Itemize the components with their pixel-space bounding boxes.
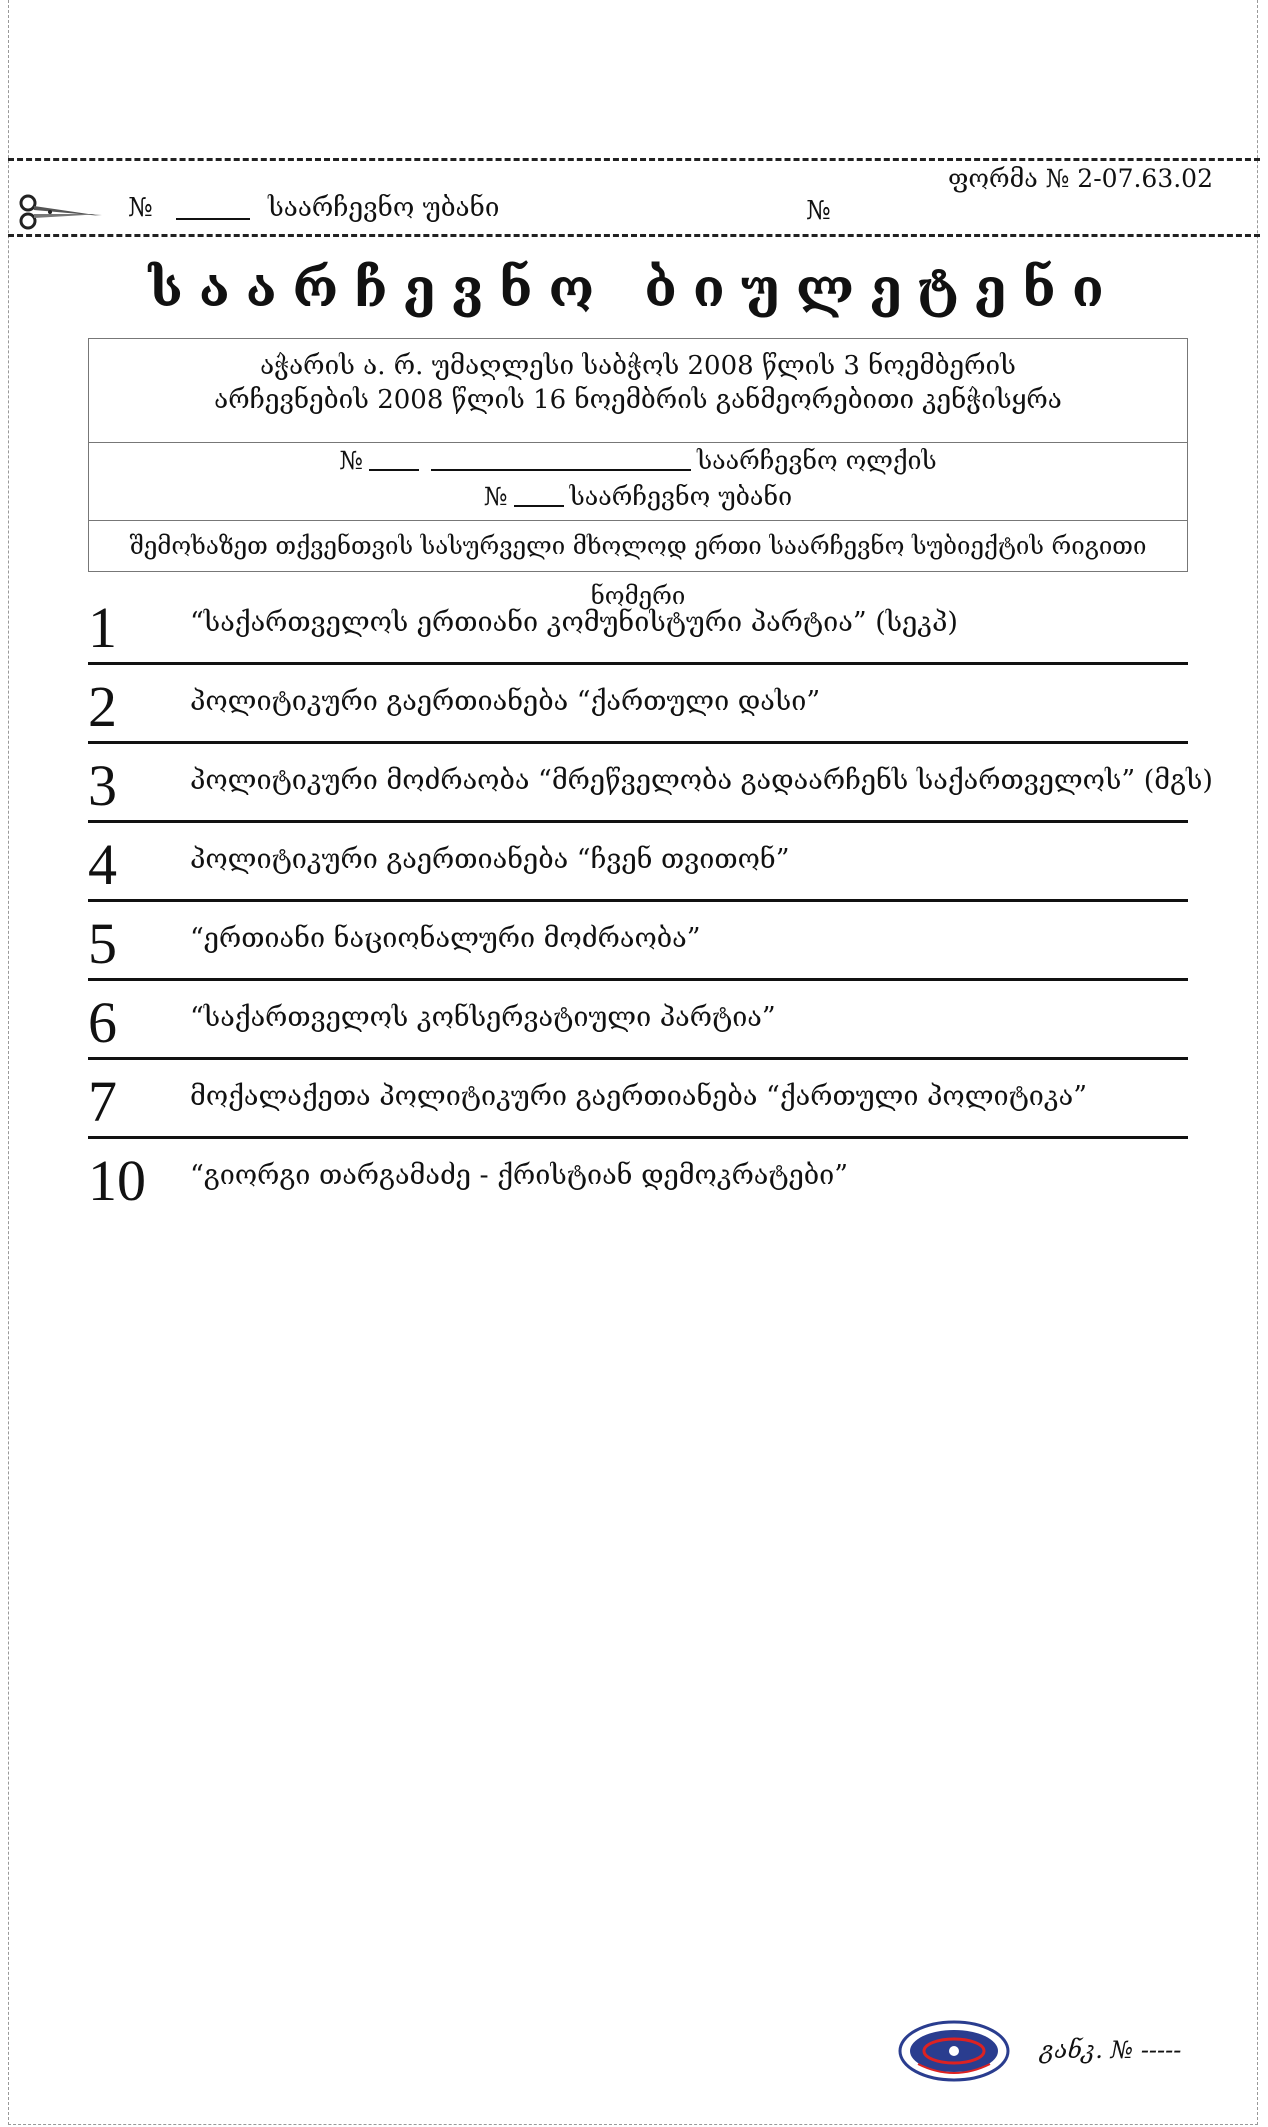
precinct-row <box>89 479 1187 515</box>
stub-number-sign-right: № <box>806 196 831 226</box>
party-list <box>88 586 1213 1218</box>
party-row[interactable] <box>88 1139 1188 1218</box>
certificate-number: განკ. № ----- <box>1040 2036 1182 2064</box>
election-line-1: აჭარის ა. რ. უმაღლესი საბჭოს 2008 წლის 3 ნოემბერის <box>260 351 1016 381</box>
party-name: პოლიტიკური გაერთიანება “ქართული დასი” <box>190 686 821 717</box>
party-name: “საქართველოს ერთიანი კომუნისტური პარტია” (სეკპ) <box>190 607 958 638</box>
party-number[interactable]: 6 <box>88 990 117 1055</box>
stub-number-blank <box>176 218 250 220</box>
precinct-number-blank <box>514 495 564 507</box>
party-number[interactable]: 4 <box>88 832 117 897</box>
district-name-blank <box>431 459 691 471</box>
stub-precinct-label: საარჩევნო უბანი <box>268 193 500 223</box>
district-number-blank <box>369 459 419 471</box>
party-number[interactable]: 7 <box>88 1069 117 1134</box>
party-name: პოლიტიკური გაერთიანება “ჩვენ თვითონ” <box>190 844 790 875</box>
cec-seal-logo-icon <box>898 2020 1010 2082</box>
cut-line-bottom <box>8 234 1260 237</box>
precinct-label: საარჩევნო უბანი <box>569 482 793 511</box>
party-row[interactable] <box>88 665 1188 744</box>
party-row[interactable] <box>88 981 1188 1060</box>
party-row[interactable] <box>88 902 1188 981</box>
party-number[interactable]: 1 <box>88 595 117 660</box>
party-row[interactable] <box>88 1060 1188 1139</box>
party-number[interactable]: 3 <box>88 753 117 818</box>
election-description <box>89 339 1187 443</box>
district-number-sign: № <box>339 446 363 475</box>
party-number[interactable]: 2 <box>88 674 117 739</box>
district-precinct-section <box>89 443 1187 521</box>
stub-number-sign: № <box>128 193 153 223</box>
ballot-title: საარჩევნო ბიულეტენი <box>148 258 1120 319</box>
cut-line-top <box>8 158 1260 161</box>
party-row[interactable] <box>88 586 1188 665</box>
district-row <box>89 443 1187 479</box>
district-label: საარჩევნო ოლქის <box>696 446 937 475</box>
party-number[interactable]: 5 <box>88 911 117 976</box>
election-line-2: არჩევნების 2008 წლის 16 ნოემბრის განმეორებითი კენჭისყრა <box>214 385 1062 415</box>
party-name: “საქართველოს კონსერვატიული პარტია” <box>190 1002 776 1033</box>
party-name: “ერთიანი ნაციონალური მოძრაობა” <box>190 923 701 954</box>
party-name: პოლიტიკური მოძრაობა “მრეწველობა გადაარჩენს საქართველოს” (მგს) <box>190 765 1213 796</box>
party-name: “გიორგი თარგამაძე - ქრისტიან დემოკრატები” <box>190 1160 849 1191</box>
scissors-icon <box>16 194 106 230</box>
party-row[interactable] <box>88 744 1213 823</box>
party-number[interactable]: 10 <box>88 1148 146 1213</box>
party-row[interactable] <box>88 823 1188 902</box>
voting-instruction: შემოხაზეთ თქვენთვის სასურველი მხოლოდ ერთი საარჩევნო სუბიექტის რიგითი ნომერი <box>129 532 1147 610</box>
election-info-box <box>88 338 1188 610</box>
form-number: ფორმა № 2-07.63.02 <box>948 164 1213 193</box>
precinct-number-sign: № <box>483 482 508 511</box>
party-name: მოქალაქეთა პოლიტიკური გაერთიანება “ქართული პოლიტიკა” <box>190 1081 1088 1112</box>
